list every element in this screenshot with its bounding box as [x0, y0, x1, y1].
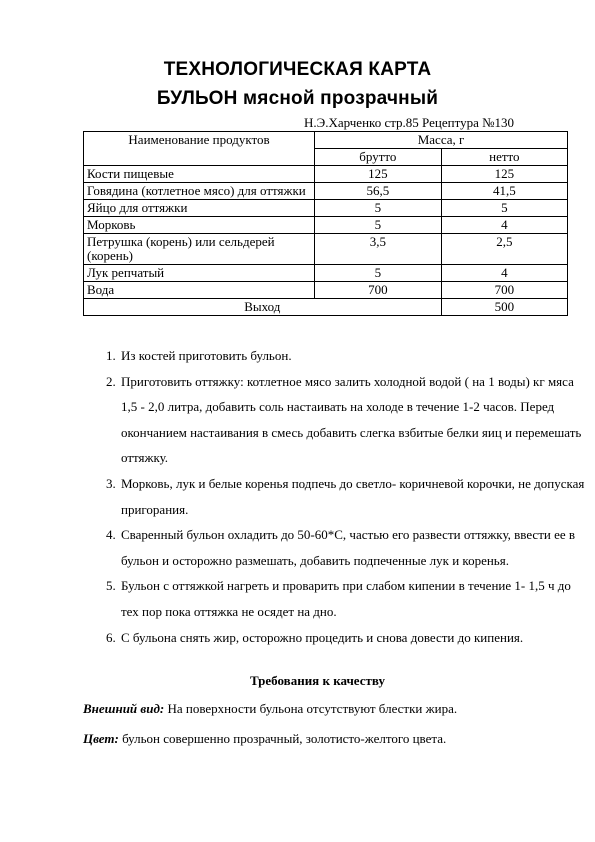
dish-title: БУЛЬОН мясной прозрачный: [156, 88, 439, 109]
header-net: нетто: [441, 149, 567, 166]
yield-value: 500: [441, 299, 567, 316]
step-item: 6. С бульона снять жир, осторожно процедить и снова довести до кипения.: [119, 625, 589, 651]
gross-value: 56,5: [315, 183, 442, 200]
table-row: [84, 265, 568, 282]
appearance-text: На поверхности бульона отсутствуют блестки жира.: [164, 701, 458, 716]
product-name: Яйцо для оттяжки: [84, 200, 315, 217]
header-gross: брутто: [315, 149, 442, 166]
color-text: бульон совершенно прозрачный, золотисто-желтого цвета.: [118, 731, 447, 746]
step-item: 1. Из костей приготовить бульон.: [119, 343, 589, 369]
table-row: [84, 234, 568, 265]
color-label: Цвет:: [83, 731, 119, 746]
table-row: [84, 217, 568, 234]
appearance-label: Внешний вид:: [83, 701, 165, 716]
quality-color: [83, 731, 446, 747]
net-value: 4: [441, 265, 567, 282]
product-name: Вода: [84, 282, 315, 299]
step-item: 2. Приготовить оттяжку: котлетное мясо залить холодной водой ( на 1 воды) кг мяса 1,5 - 2,0 литра, добавить соль настаивать на холоде в течение 1-2 часов. Перед окончанием настаивания в смесь добавить слегка взбитые белки яиц и перемешать оттяжку.: [119, 369, 589, 471]
product-name: Говядина (котлетное мясо) для оттяжки: [84, 183, 315, 200]
preparation-steps: [95, 343, 589, 650]
step-item: 5. Бульон с оттяжкой нагреть и проварить при слабом кипении в течение 1- 1,5 ч до тех пор пока оттяжка не осядет на дно.: [119, 573, 589, 624]
step-item: 4. Сваренный бульон охладить до 50-60*С, частью его развести оттяжку, ввести ее в бульон и осторожно размешать, добавить подпеченные лук и коренья.: [119, 522, 589, 573]
gross-value: 700: [315, 282, 442, 299]
net-value: 2,5: [441, 234, 567, 265]
net-value: 700: [441, 282, 567, 299]
document-title: ТЕХНОЛОГИЧЕСКАЯ КАРТА: [163, 59, 432, 80]
gross-value: 3,5: [315, 234, 442, 265]
gross-value: 5: [315, 265, 442, 282]
table-row: [84, 200, 568, 217]
header-mass: Масса, г: [315, 132, 568, 149]
yield-label: Выход: [84, 299, 442, 316]
header-products: Наименование продуктов: [84, 132, 315, 166]
recipe-source: Н.Э.Харченко стр.85 Рецептура №130: [303, 115, 514, 130]
table-row: [84, 183, 568, 200]
product-name: Петрушка (корень) или сельдерей (корень): [84, 234, 315, 265]
table-row: [84, 282, 568, 299]
net-value: 4: [441, 217, 567, 234]
table-row: [84, 166, 568, 183]
quality-title: Требования к качеству: [250, 673, 385, 688]
step-item: 3. Морковь, лук и белые коренья подпечь до светло- коричневой корочки, не допуская пригорания.: [119, 471, 589, 522]
yield-row: [84, 299, 568, 316]
gross-value: 5: [315, 200, 442, 217]
gross-value: 125: [315, 166, 442, 183]
quality-appearance: [83, 701, 457, 717]
product-name: Морковь: [84, 217, 315, 234]
net-value: 125: [441, 166, 567, 183]
ingredients-table: [83, 131, 568, 316]
product-name: Кости пищевые: [84, 166, 315, 183]
product-name: Лук репчатый: [84, 265, 315, 282]
net-value: 41,5: [441, 183, 567, 200]
table-header-row: [84, 132, 568, 149]
net-value: 5: [441, 200, 567, 217]
gross-value: 5: [315, 217, 442, 234]
